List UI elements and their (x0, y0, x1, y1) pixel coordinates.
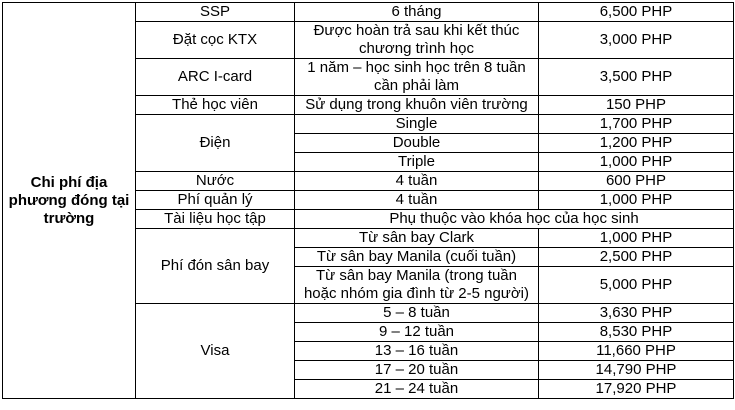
fee-detail: 1 năm – học sinh học trên 8 tuần cần phải làm (295, 59, 539, 96)
fee-item: Thẻ học viên (136, 96, 295, 115)
fee-price: 5,000 PHP (539, 267, 734, 304)
fee-price: 600 PHP (539, 172, 734, 191)
group-label: Chi phí địa phương đóng tại trường (3, 3, 136, 399)
fee-price: 1,000 PHP (539, 229, 734, 248)
fee-item: Điện (136, 115, 295, 172)
fee-detail: Sử dụng trong khuôn viên trường (295, 96, 539, 115)
fee-detail: Triple (295, 153, 539, 172)
fee-item: Visa (136, 304, 295, 399)
fee-detail: Phụ thuộc vào khóa học của học sinh (295, 210, 734, 229)
fee-item: Phí đón sân bay (136, 229, 295, 304)
fee-item: Nước (136, 172, 295, 191)
fee-detail: Từ sân bay Manila (cuối tuần) (295, 248, 539, 267)
fee-item: Tài liệu học tập (136, 210, 295, 229)
fee-price: 1,000 PHP (539, 153, 734, 172)
fee-price: 1,000 PHP (539, 191, 734, 210)
fee-detail: Double (295, 134, 539, 153)
fee-detail: 13 – 16 tuần (295, 342, 539, 361)
fee-price: 14,790 PHP (539, 361, 734, 380)
fee-price: 1,700 PHP (539, 115, 734, 134)
fee-price: 8,530 PHP (539, 323, 734, 342)
fee-item: Đặt cọc KTX (136, 22, 295, 59)
fee-price: 3,630 PHP (539, 304, 734, 323)
fee-detail: 17 – 20 tuần (295, 361, 539, 380)
fee-price: 11,660 PHP (539, 342, 734, 361)
fee-price: 3,000 PHP (539, 22, 734, 59)
fee-detail: 6 tháng (295, 3, 539, 22)
fee-detail: 5 – 8 tuần (295, 304, 539, 323)
local-fees-table (2, 2, 734, 399)
fee-detail: 21 – 24 tuần (295, 380, 539, 399)
fee-detail: Từ sân bay Manila (trong tuần hoặc nhóm gia đình từ 2-5 người) (295, 267, 539, 304)
fee-item: ARC I-card (136, 59, 295, 96)
fee-detail: 9 – 12 tuần (295, 323, 539, 342)
fee-price: 1,200 PHP (539, 134, 734, 153)
fee-price: 6,500 PHP (539, 3, 734, 22)
table-row (3, 3, 734, 22)
fee-price: 3,500 PHP (539, 59, 734, 96)
fee-detail: Từ sân bay Clark (295, 229, 539, 248)
fee-price: 17,920 PHP (539, 380, 734, 399)
fee-detail: 4 tuần (295, 191, 539, 210)
fee-item: Phí quản lý (136, 191, 295, 210)
fee-detail: Được hoàn trả sau khi kết thúc chương trình học (295, 22, 539, 59)
fee-detail: 4 tuần (295, 172, 539, 191)
fee-price: 2,500 PHP (539, 248, 734, 267)
fee-detail: Single (295, 115, 539, 134)
fee-item: SSP (136, 3, 295, 22)
fee-price: 150 PHP (539, 96, 734, 115)
